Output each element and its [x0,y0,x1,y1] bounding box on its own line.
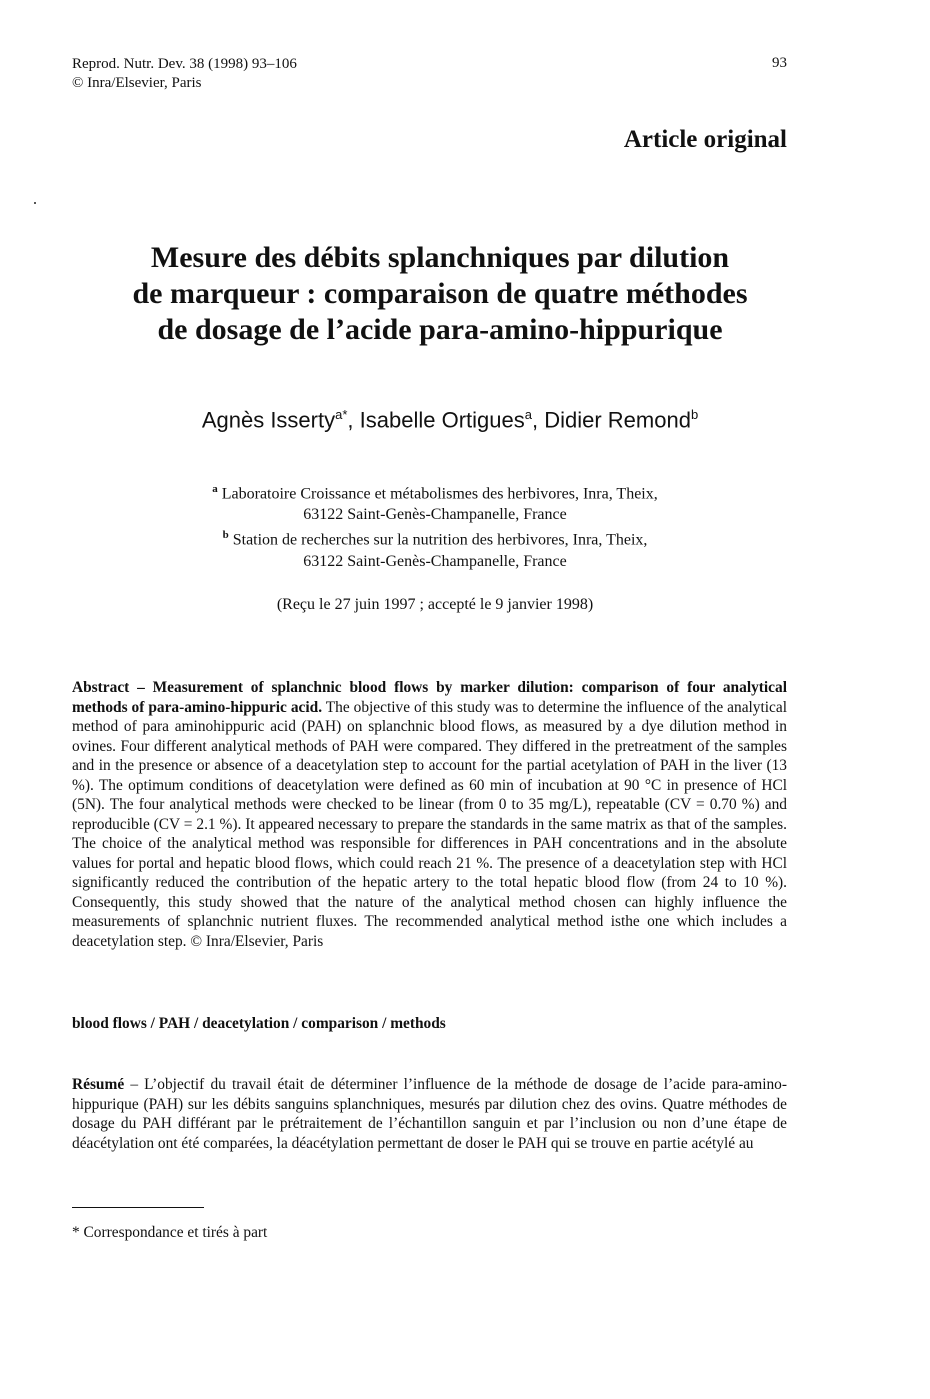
article-type: Article original [623,126,787,153]
affiliation-a-address: 63122 Saint-Genès-Champanelle, France [303,506,567,524]
abstract [72,678,787,951]
author-separator: , [347,407,360,433]
author-name: Didier Remond [544,407,691,433]
footnote: * Correspondance et tirés à part [72,1224,268,1241]
author-name: Isabelle Ortigues [359,407,525,433]
journal-line-1: Reprod. Nutr. Dev. 38 (1998) 93–106 [72,56,297,72]
author-affil-mark: a* [335,407,348,422]
keywords: blood flows / PAH / deacetylation / comparison / methods [72,1015,446,1032]
affiliation-a: $^a$ Laboratoire Croissance et métabolismes des herbivores, Inra, Theix, [212,483,658,503]
abstract-body: The objective of this study was to determine the influence of the analytical method of para aminohippuric acid (PAH) on splanchnic blood flows, as measured by a dye dilution method in ovines. Four different analytical methods of PAH were compared. They differed in the pretreatment of the samples and in the presence or absence of a deacetylation step to account for the partial acetylation of PAH in the liver (13 %). The optimum conditions of deacetylation were defined as 60 min of incubation at 90 °C in presence of HCl (5N). The four analytical methods were checked to be linear (from 0 to 35 mg/L), repeatable (CV = 0.70 %) and reproducible (CV = 2.1 %). It appeared necessary to prepare the standards in the same matrix as that of the samples. The choice of the analytical method was responsible for differences in PAH concentrations and in the absolute values for portal and hepatic blood flows, which could reach 21 %. The presence of a deacetylation step with HCl significantly reduced the contribution of the hepatic artery to the total hepatic blood flow (from 24 to 10 %). Consequently, this study showed that the nature of the analytical method chosen can highly influence the measurements of splanchnic nutrient fluxes. The recommended analytical method isthe one which includes a deacetylation step. © Inra/Elsevier, Paris [72,698,787,950]
journal-line-2: © Inra/Elsevier, Paris [72,75,202,91]
received-dates: (Reçu le 27 juin 1997 ; accepté le 9 janvier 1998) [276,596,594,613]
author-affil-mark: a [524,407,532,422]
title-line-3: de dosage de l’acide para-amino-hippurique [157,313,723,346]
scan-speck [34,202,36,204]
author-list [60,407,840,433]
journal-citation [72,55,297,93]
paper-title [60,240,820,348]
author-separator: , [531,407,545,433]
resume-heading: Résumé [72,1076,125,1093]
title-line-2: de marqueur : comparaison de quatre méthodes [132,277,748,310]
affiliations [110,479,760,572]
affiliation-b: $^b$ Station de recherches sur la nutrition des herbivores, Inra, Theix, [222,529,648,549]
title-line-1: Mesure des débits splanchniques par dilution [150,241,730,274]
resume-body: – L’objectif du travail était de déterminer l’influence de la méthode de dosage de l’acide para-amino-hippurique (PAH) sur les débits sanguins splanchniques, mesurés par dilution chez des ovins. Quatre méthodes de dosage du PAH différant par le prétraitement de l’échantillon sanguin et par l’inclusion ou non d’une étape de déacétylation ont été comparées, la déacétylation permettant de doser le PAH qui se trouve en partie acétylé au [72,1076,787,1152]
author-name: Agnès Isserty [201,407,336,433]
author-affil-mark: b [690,407,699,422]
page-number: 93 [772,55,787,71]
footnote-rule [72,1207,204,1208]
affiliation-b-address: 63122 Saint-Genès-Champanelle, France [303,552,567,570]
resume [72,1075,787,1153]
affiliation-mark: b [222,529,229,542]
affiliation-mark: a [212,483,218,495]
abstract-heading: Abstract – Measurement of splanchnic blood flows by marker dilution: comparison of four analytical methods of para-amino-hippuric acid. [72,679,787,716]
